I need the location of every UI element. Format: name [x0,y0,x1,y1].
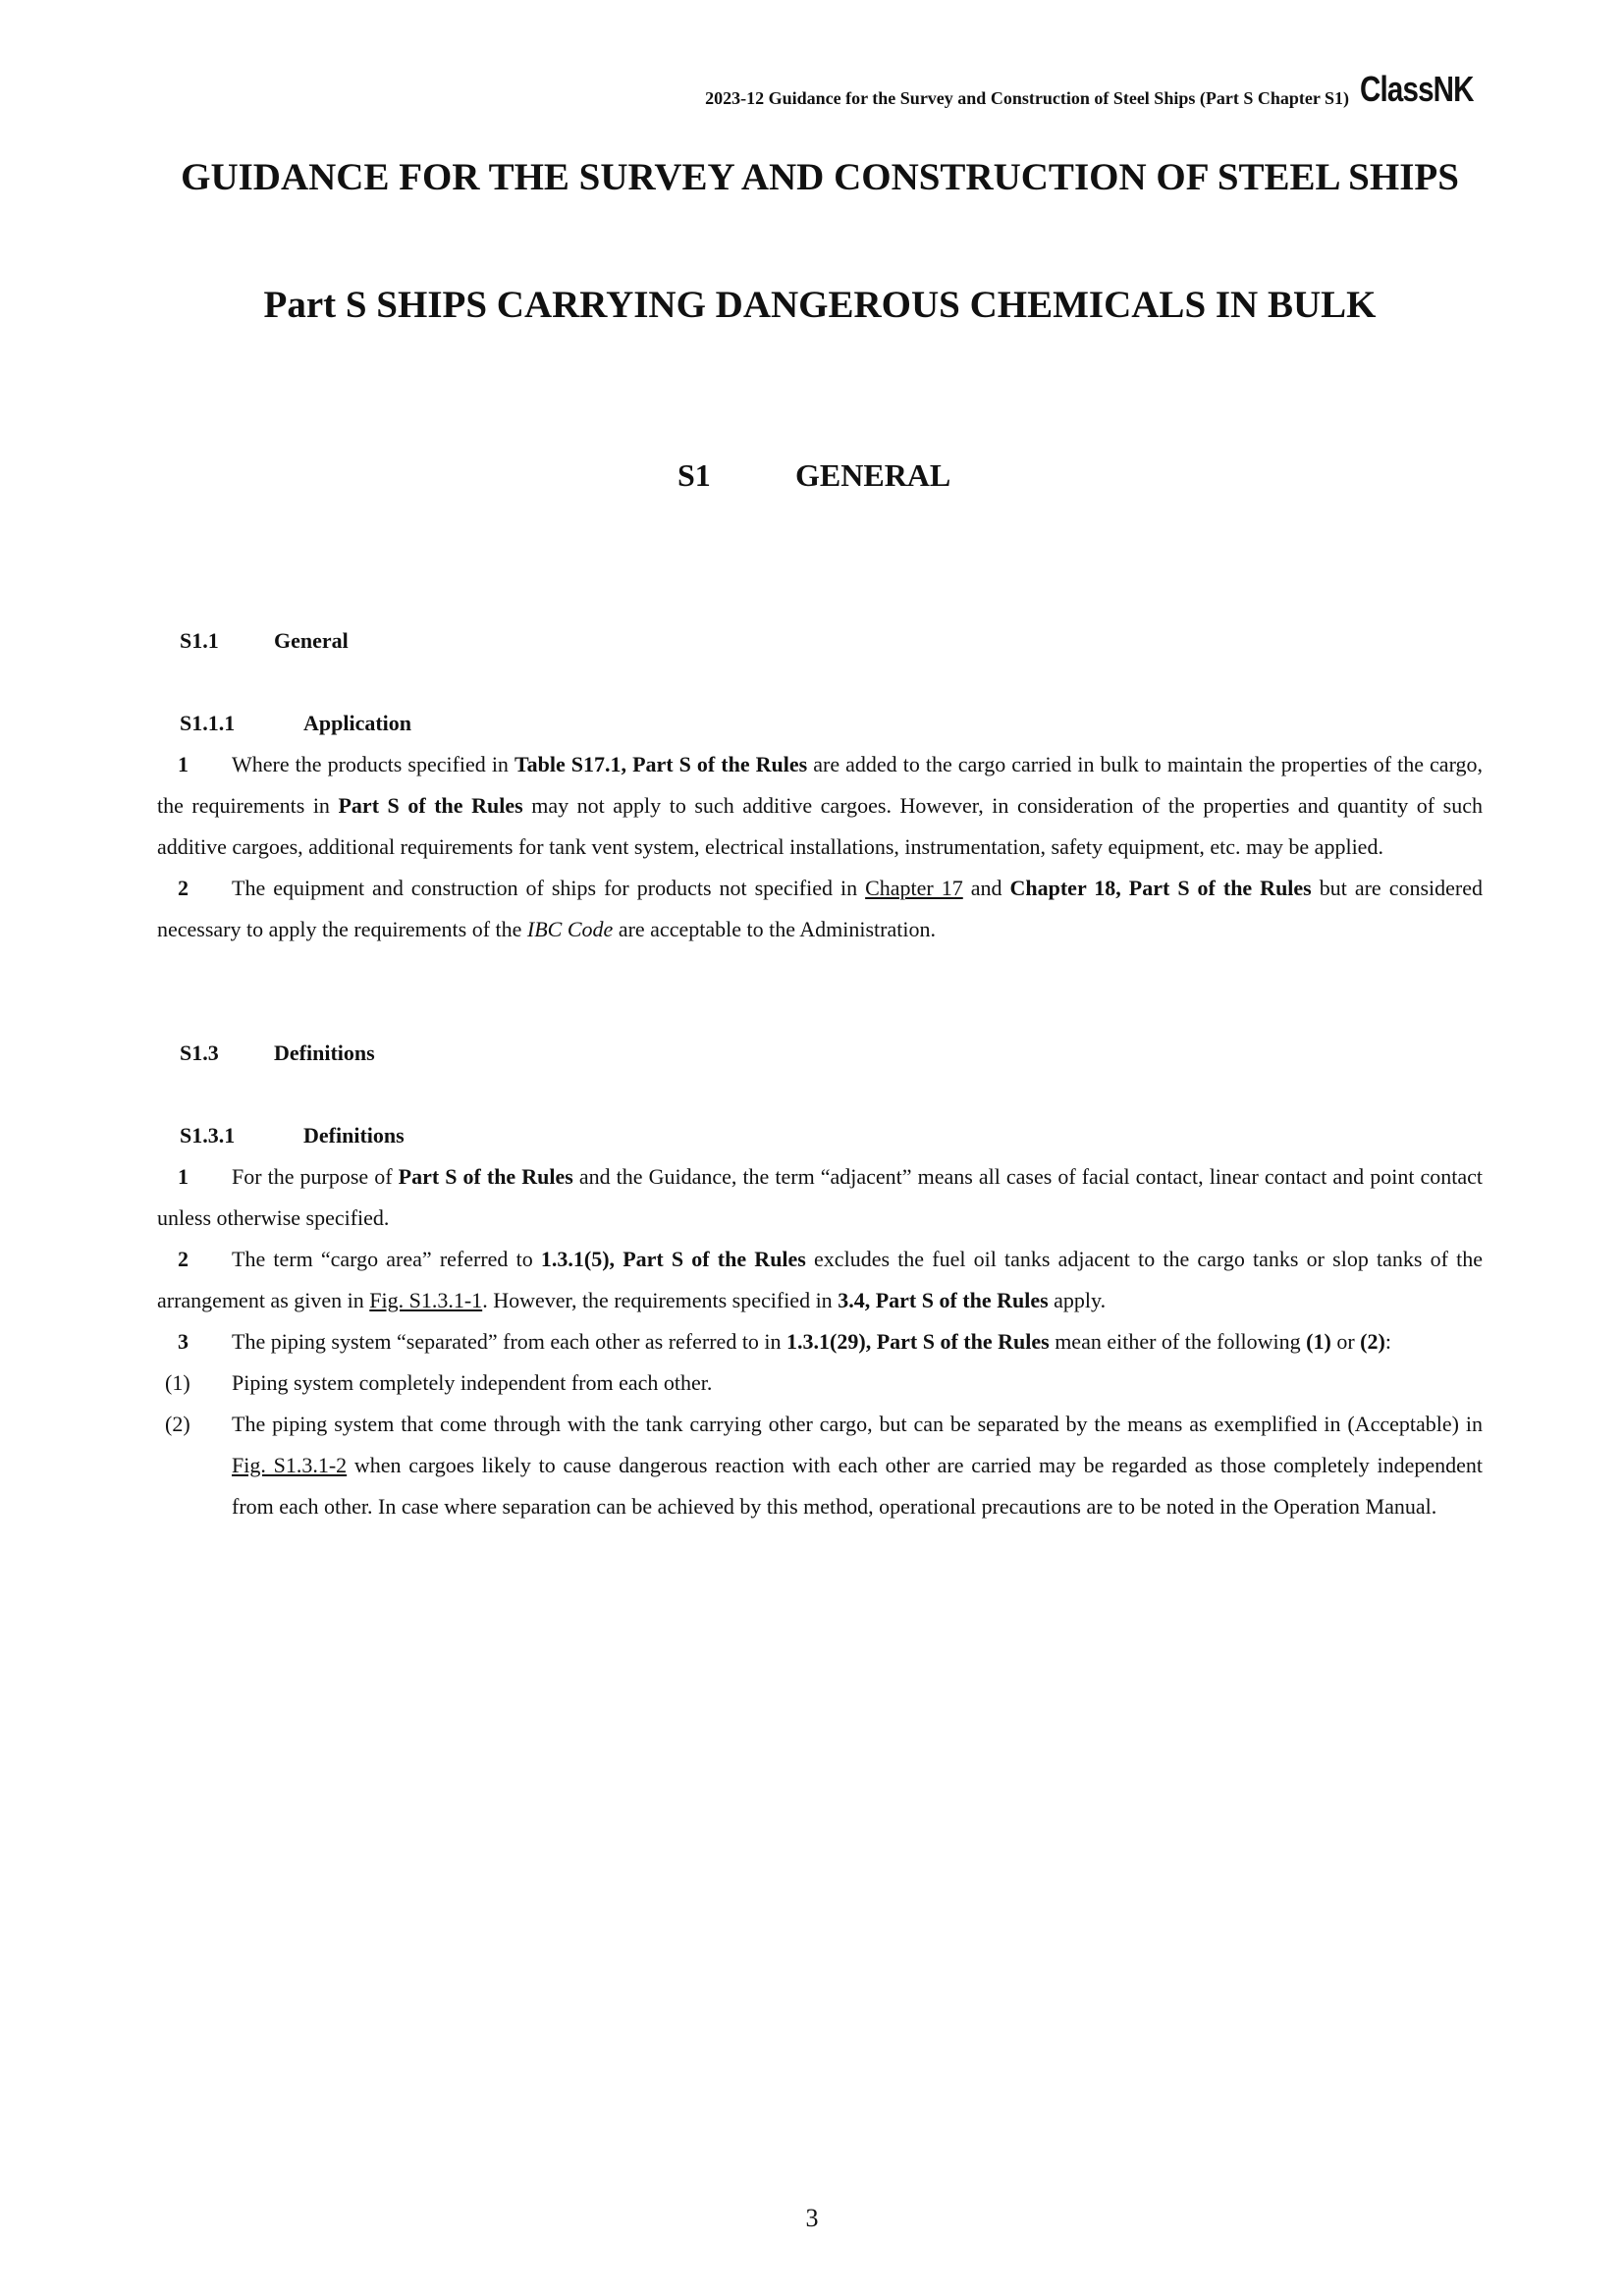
text-run: The equipment and construction of ships for products not specified in [232,876,866,900]
rule-reference: 1.3.1(5), Part S of the Rules [540,1247,806,1271]
section-number: S1.3 [180,1041,219,1065]
rule-reference: 1.3.1(29), Part S of the Rules [786,1329,1050,1354]
text-run: are added to the cargo carried in bulk to maintain the properties of the cargo, the requirements in [157,752,1484,818]
paragraph-number: 2 [178,876,189,900]
text-run: The piping system that come through with the tank carrying other cargo, but can be separated by the means as exemplified in (Acceptable) in [232,1412,1483,1436]
paragraph-number: 1 [178,1164,189,1189]
paragraph-2 [157,868,1483,950]
subsection-heading-s1-3-1 [180,1123,405,1148]
subsection-heading-s1-1-1 [180,711,411,736]
section-heading-s1-3 [180,1041,375,1066]
paragraph-2 [157,1239,1483,1321]
list-item-text: Piping system completely independent from each other. [232,1370,713,1395]
application-paragraphs [157,744,1483,950]
text-run: The piping system “separated” from each other as referred to in [232,1329,787,1354]
list-item [157,1362,1483,1404]
paragraph-number: 1 [178,752,189,776]
text-run: apply. [1048,1288,1107,1312]
text-run: : [1384,1329,1391,1354]
subsection-title: Definitions [303,1123,405,1148]
text-run: excludes the fuel oil tanks adjacent to the cargo tanks or slop tanks of the arrangement as given in [157,1247,1483,1312]
list-item-text [232,1404,1483,1527]
chapter-number: S1 [677,457,711,493]
text-run: Where the products specified in [232,752,514,776]
list-item [157,1404,1483,1527]
paragraph-3 [157,1321,1483,1362]
paragraph-1 [157,1156,1483,1239]
chapter-17-link[interactable]: Chapter 17 [865,876,963,900]
text-run: mean either of the following [1049,1329,1307,1354]
list-item-label: (1) [165,1370,190,1395]
text-run: are acceptable to the Administration. [613,917,936,941]
item-reference: (1) [1306,1329,1331,1354]
rule-reference: Part S of the Rules [338,793,523,818]
text-run: For the purpose of [232,1164,399,1189]
text-run: but are considered necessary to apply the requirements of the [157,876,1483,941]
text-run: The term “cargo area” referred to [232,1247,541,1271]
text-run: may not apply to such additive cargoes. However, in consideration of the properties and quantity of such additive cargoes, additional requirements for tank vent system, electrical installations, instrumentation, safety equipment, etc. may be applied. [157,793,1483,859]
figure-s1-3-1-2-link[interactable]: Fig. S1.3.1-2 [232,1453,348,1477]
subsection-number: S1.1.1 [180,711,236,735]
paragraph-number: 3 [178,1329,189,1354]
section-title: Definitions [274,1041,375,1065]
section-title: General [274,628,349,653]
item-reference: (2) [1360,1329,1385,1354]
rule-reference: 3.4, Part S of the Rules [838,1288,1049,1312]
subsection-number: S1.3.1 [180,1123,236,1148]
figure-s1-3-1-1-link[interactable]: Fig. S1.3.1-1 [369,1288,483,1312]
running-header: 2023-12 Guidance for the Survey and Construction of Steel Ships (Part S Chapter S1) [705,88,1349,108]
rule-reference: Chapter 18, Part S of the Rules [1009,876,1312,900]
list-item-label: (2) [165,1412,190,1436]
text-run: and the Guidance, the term “adjacent” means all cases of facial contact, linear contact and point contact unless otherwise specified. [157,1164,1483,1230]
paragraph-1 [157,744,1483,868]
text-run: and [962,876,1010,900]
rule-reference: Part S of the Rules [398,1164,573,1189]
document-title: GUIDANCE FOR THE SURVEY AND CONSTRUCTION OF STEEL SHIPS [181,156,1459,198]
subsection-title: Application [303,711,412,735]
text-run: . However, the requirements specified in [482,1288,839,1312]
text-run: when cargoes likely to cause dangerous reaction with each other are carried may be regarded as those completely independent from each other. In case where separation can be achieved by this method, operational precautions are to be noted in the Operation Manual. [232,1453,1483,1519]
chapter-title: GENERAL [795,457,951,493]
section-number: S1.1 [180,628,219,653]
code-reference: IBC Code [526,917,614,941]
text-run: or [1330,1329,1361,1354]
classnk-logo: ClassNK [1360,69,1474,109]
chapter-heading [677,457,950,494]
section-heading-s1-1 [180,628,349,654]
paragraph-number: 2 [178,1247,189,1271]
rule-reference: Table S17.1, Part S of the Rules [514,752,808,776]
page-number: 3 [805,2204,819,2232]
part-title: Part S SHIPS CARRYING DANGEROUS CHEMICALS IN BULK [263,284,1377,326]
definitions-paragraphs [157,1156,1483,1527]
